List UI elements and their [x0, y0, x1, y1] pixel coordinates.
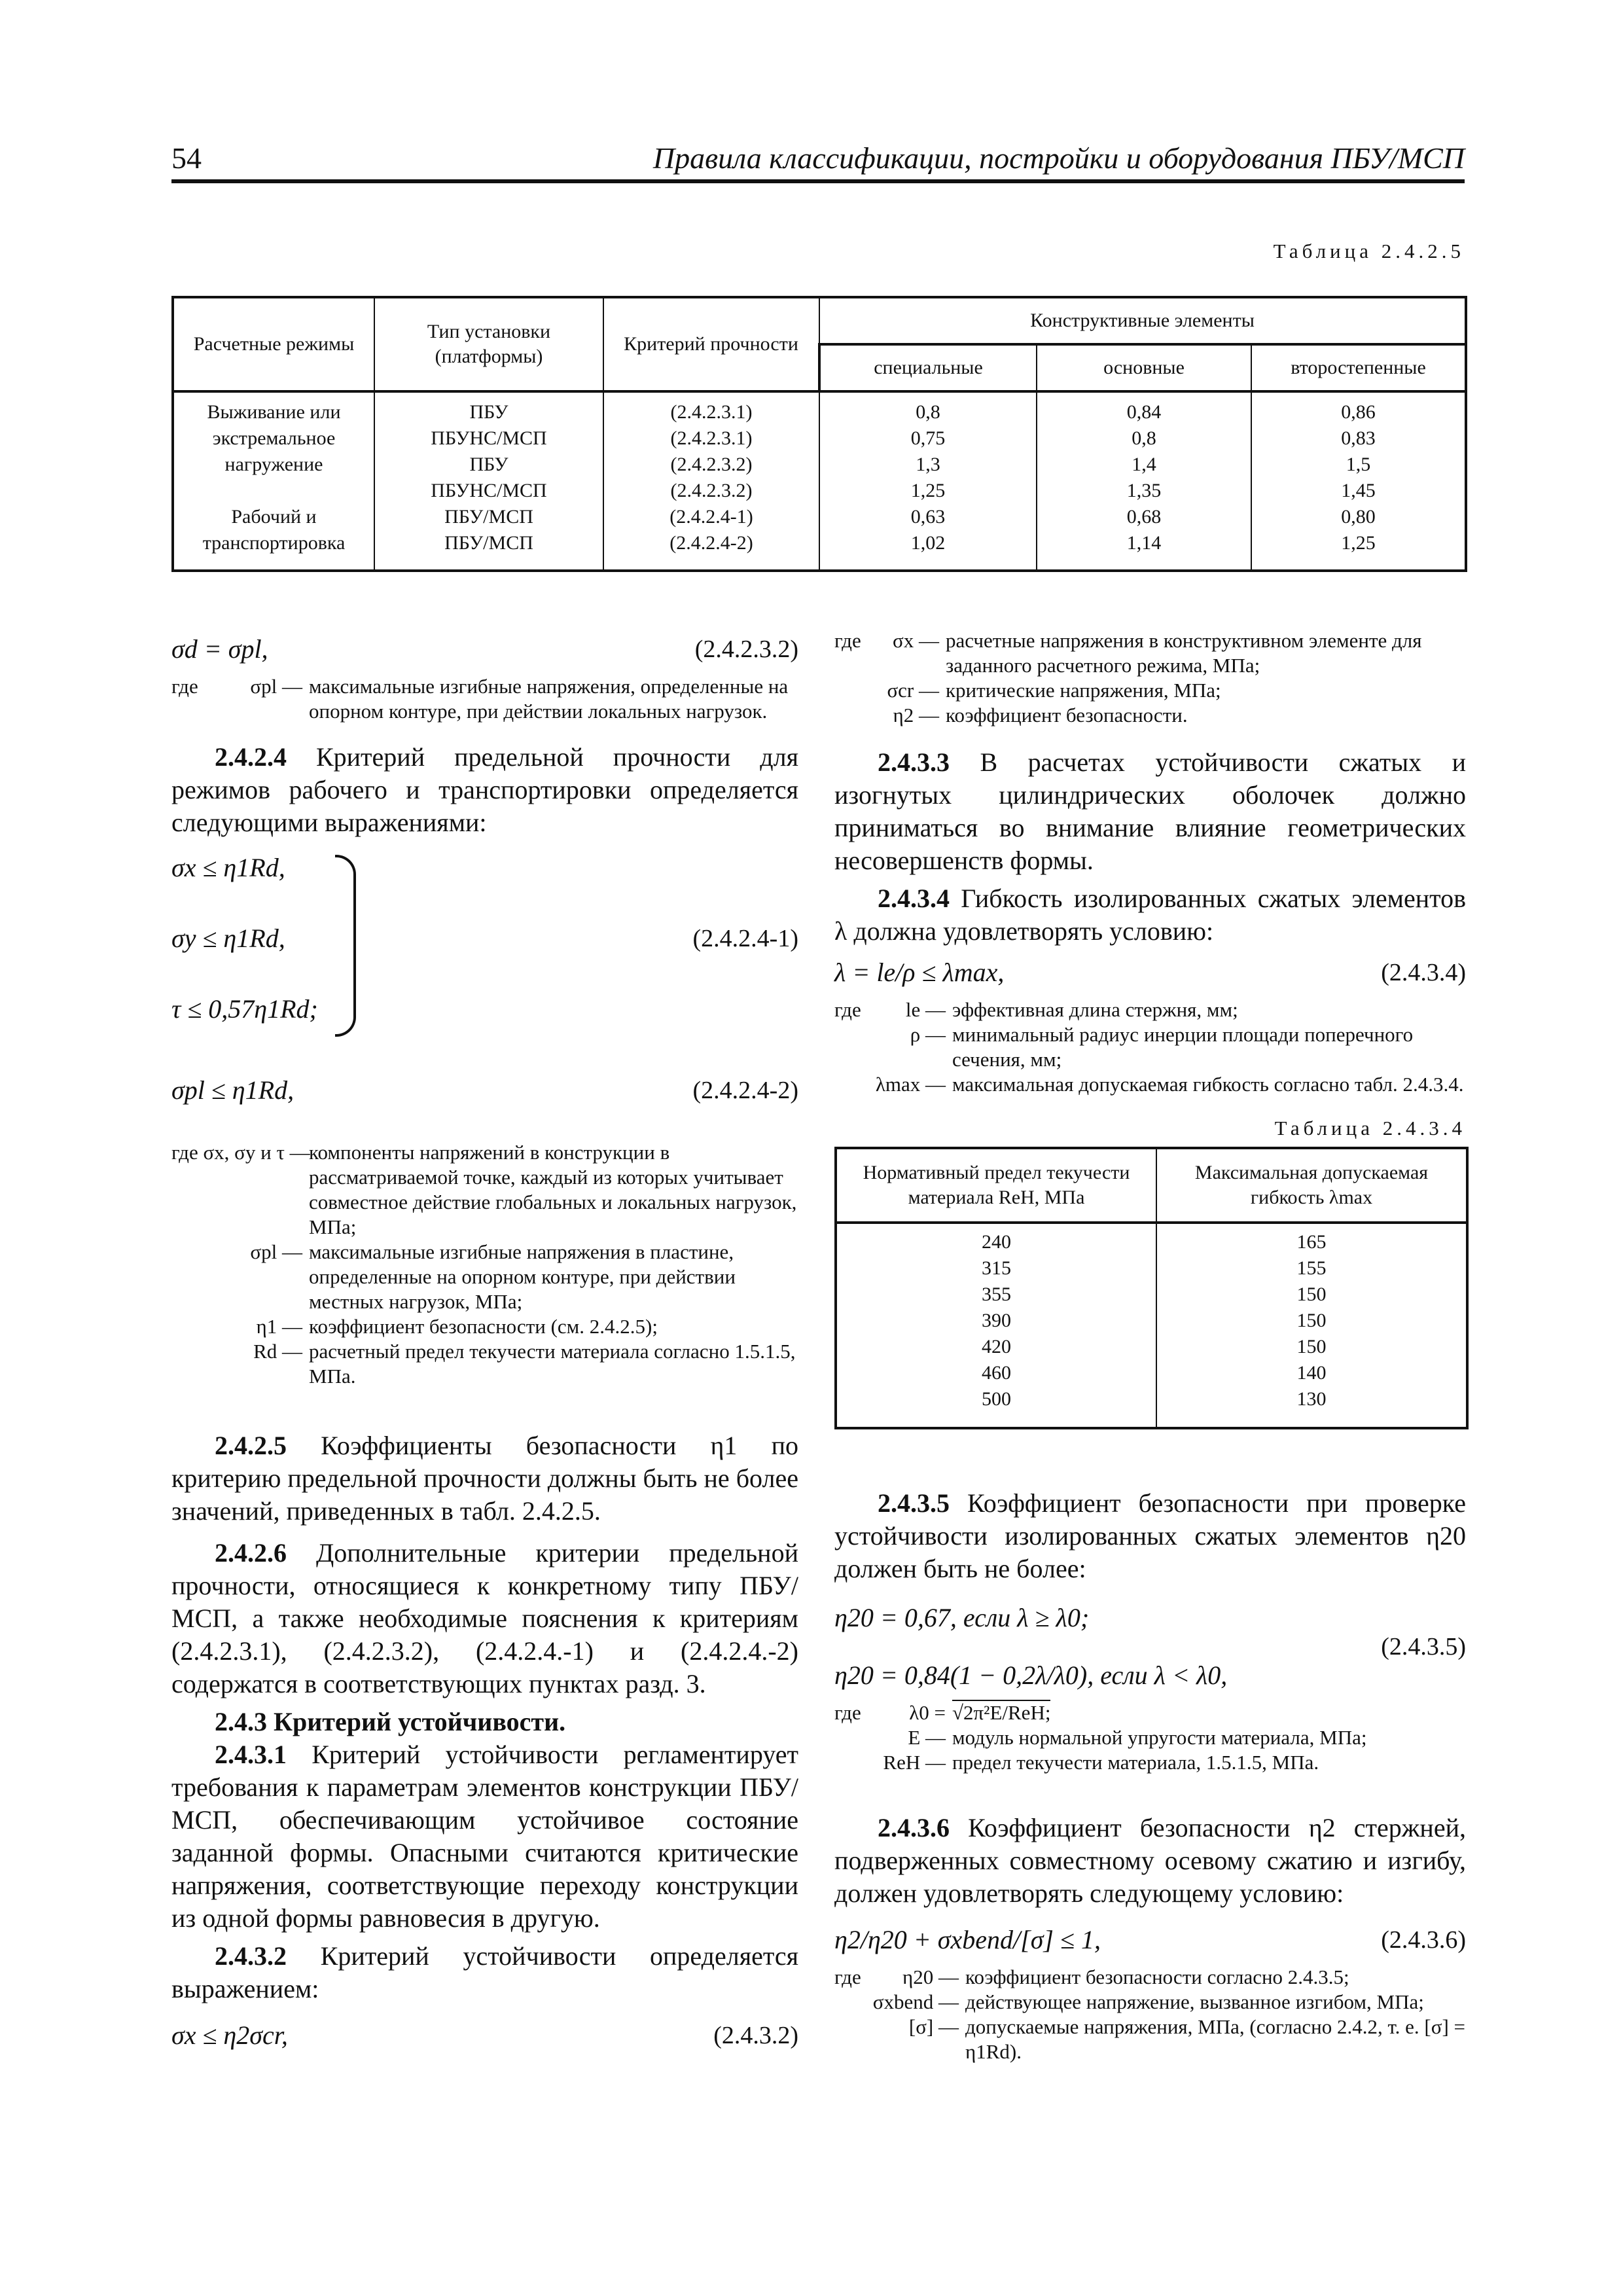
criterion-cell: (2.4.2.3.2)	[670, 454, 753, 475]
where-text: коэффициент безопасности согласно 2.4.3.5;	[965, 1965, 1349, 1988]
formula: σd = σpl,	[171, 634, 268, 664]
table-row	[173, 391, 1466, 504]
slenderness-cell: 140	[1296, 1362, 1327, 1384]
where-block-r2	[834, 997, 1466, 1097]
equation-number: (2.4.3.4)	[1381, 959, 1466, 986]
type-cell: ПБУ	[469, 454, 508, 475]
paragraph-2-4-3-3: 2.4.3.3 В расчетах устойчивости сжатых и изогнутых цилиндрических оболочек должно приниматься во внимание влияние геометрических несовершенств формы.	[834, 747, 1466, 875]
slenderness-cell: 150	[1296, 1310, 1327, 1331]
main-cell: 0,8	[1132, 427, 1156, 449]
page-number: 54	[171, 141, 202, 175]
secondary-cell: 1,5	[1346, 454, 1371, 475]
where-term: [σ] —	[908, 2015, 959, 2038]
where-item	[834, 703, 1466, 728]
section-heading-2-4-3: 2.4.3 Критерий устойчивости.	[215, 1707, 566, 1736]
table-row	[173, 504, 1466, 571]
where-item	[834, 1700, 1466, 1725]
mode-line: экстремальное	[212, 427, 336, 449]
where-term: σpl —	[250, 1240, 302, 1263]
where-item	[834, 1965, 1466, 1990]
where-item	[834, 2015, 1466, 2064]
main-cell: 1,35	[1126, 480, 1162, 501]
where-word: где	[834, 1701, 861, 1724]
where-item	[834, 1725, 1466, 1750]
paragraph-2-4-3-4: 2.4.3.4 Гибкость изолированных сжатых элементов λ должна удовлетворять условию:	[834, 884, 1466, 946]
left-column	[171, 628, 798, 2056]
right-column	[834, 628, 1466, 2064]
criterion-cell: (2.4.2.3.1)	[670, 401, 753, 423]
type-cell: ПБУНС/МСП	[431, 427, 547, 449]
th-yield: Нормативный предел текучести материала ReH, МПа	[836, 1148, 1156, 1223]
secondary-cell: 0,80	[1341, 506, 1376, 528]
where-term: ReH —	[883, 1751, 946, 1774]
where-word: где	[834, 1965, 861, 1988]
where-term: λ0 =	[909, 1701, 946, 1724]
paragraph-2-4-2-5: 2.4.2.5 Коэффициенты безопасности η1 по критерию предельной прочности должны быть не более значений, приведенных в табл. 2.4.2.5.	[171, 1431, 798, 1526]
where-term: σpl —	[250, 675, 302, 698]
equation-number: (2.4.3.2)	[713, 2022, 798, 2049]
where-text: коэффициент безопасности (см. 2.4.2.5);	[309, 1315, 658, 1338]
criterion-cell: (2.4.2.4-2)	[669, 532, 753, 554]
where-term: где σx, σy и τ —	[171, 1141, 310, 1164]
special-cell: 0,8	[916, 401, 940, 423]
slenderness-cell: 150	[1296, 1283, 1327, 1305]
equation-number: (2.4.3.6)	[1381, 1926, 1466, 1954]
type-cell: ПБУ	[469, 401, 508, 423]
table-2434	[834, 1147, 1469, 1429]
table-2425-caption: Таблица 2.4.2.5	[1273, 240, 1465, 262]
formula: η2/η20 + σxbend/[σ] ≤ 1,	[834, 1925, 1101, 1954]
equation-number: (2.4.2.4-2)	[692, 1077, 798, 1104]
where-item	[834, 1022, 1466, 1072]
yield-cell: 460	[982, 1362, 1011, 1384]
where-text: √2π²E/ReH;	[952, 1701, 1051, 1724]
where-text: максимальные изгибные напряжения, определенные на опорном контуре, при действии локальных нагрузок.	[309, 675, 789, 723]
th-special: специальные	[819, 344, 1037, 391]
where-text: эффективная длина стержня, мм;	[952, 998, 1238, 1021]
equation-2-4-2-4-2	[171, 1069, 798, 1111]
where-text: расчетные напряжения в конструктивном элементе для заданного расчетного режима, МПа;	[946, 629, 1422, 677]
equation-number: (2.4.3.5)	[1381, 1633, 1466, 1660]
where-block-2	[171, 1140, 798, 1389]
where-item	[171, 1240, 798, 1314]
special-cell: 0,63	[910, 506, 946, 528]
where-text: коэффициент безопасности.	[946, 704, 1188, 726]
where-block-r4	[834, 1965, 1466, 2064]
formula: σx ≤ η2σcr,	[171, 2020, 288, 2050]
where-text: минимальный радиус инерции площади поперечного сечения, мм;	[952, 1023, 1414, 1071]
where-item	[171, 1140, 798, 1240]
slenderness-cell: 150	[1296, 1336, 1327, 1357]
where-item	[834, 678, 1466, 703]
where-text: допускаемые напряжения, МПа, (согласно 2.4.2, т. е. [σ] = η1Rd).	[965, 2015, 1466, 2063]
where-word: где	[834, 998, 861, 1021]
equation-2-4-3-6	[834, 1919, 1466, 1961]
where-text: компоненты напряжений в конструкции в рассматриваемой точке, каждый из которых учитывает совместное действие глобальных и локальных нагрузок, МПа;	[309, 1141, 797, 1238]
formula: λ = le/ρ ≤ λmax,	[834, 958, 1005, 987]
where-term: σxbend —	[872, 1990, 959, 2013]
where-item	[171, 1339, 798, 1389]
equation-number: (2.4.2.4-1)	[692, 925, 798, 952]
criterion-cell: (2.4.2.4-1)	[669, 506, 753, 528]
yield-cell: 240	[982, 1231, 1011, 1253]
mode-line: Выживание или	[207, 401, 341, 423]
yield-cell: 500	[982, 1388, 1011, 1410]
secondary-cell: 0,83	[1341, 427, 1376, 449]
paragraph-2-4-2-4: 2.4.2.4 Критерий предельной прочности для режимов рабочего и транспортировки определяется следующими выражениями:	[171, 742, 798, 837]
where-item	[834, 628, 1466, 678]
where-word: где	[834, 629, 861, 652]
slenderness-cell: 155	[1296, 1257, 1327, 1279]
where-word: где	[171, 675, 198, 698]
where-text: действующее напряжение, вызванное изгибом, МПа;	[965, 1990, 1424, 2013]
criterion-cell: (2.4.2.3.1)	[670, 427, 753, 449]
th-secondary: второстепенные	[1251, 344, 1466, 391]
where-item	[834, 997, 1466, 1022]
running-title: Правила классификации, постройки и оборудования ПБУ/МСП	[652, 141, 1465, 175]
secondary-cell: 1,25	[1341, 532, 1376, 554]
slenderness-cell: 130	[1296, 1388, 1327, 1410]
where-term: σcr —	[887, 679, 939, 702]
special-cell: 0,75	[910, 427, 946, 449]
main-cell: 1,4	[1132, 454, 1156, 475]
special-cell: 1,25	[910, 480, 946, 501]
special-cell: 1,3	[916, 454, 940, 475]
where-term: η2 —	[893, 704, 939, 726]
th-criterion: Критерий прочности	[603, 297, 819, 391]
system-line: σy ≤ η1Rd,	[171, 924, 285, 953]
equation-2-4-3-4	[834, 952, 1466, 994]
where-term: σx —	[893, 629, 939, 652]
where-term: le —	[905, 998, 946, 1021]
equation-number: (2.4.2.3.2)	[694, 636, 798, 663]
criterion-cell: (2.4.2.3.2)	[670, 480, 753, 501]
where-term: E —	[908, 1726, 946, 1749]
where-term: η20 —	[902, 1965, 959, 1988]
where-term: ρ —	[910, 1023, 946, 1046]
paragraph-2-4-3-6: 2.4.3.6 Коэффициент безопасности η2 стержней, подверженных совместному осевому сжатию и изгибу, должен удовлетворять следующему условию:	[834, 1813, 1466, 1908]
table-row	[836, 1223, 1467, 1428]
system-line: σx ≤ η1Rd,	[171, 853, 285, 882]
yield-cell: 315	[982, 1257, 1011, 1279]
th-modes: Расчетные режимы	[173, 297, 374, 391]
equation-2-4-3-2	[171, 2015, 798, 2056]
where-block-r1	[834, 628, 1466, 728]
where-text: расчетный предел текучести материала согласно 1.5.1.5, МПа.	[309, 1340, 796, 1388]
system-line: τ ≤ 0,57η1Rd;	[171, 994, 318, 1024]
where-item	[834, 1990, 1466, 2015]
th-elements: Конструктивные элементы	[819, 297, 1466, 344]
where-item	[834, 1750, 1466, 1775]
where-text: максимальные изгибные напряжения в пластине, определенные на опорном контуре, при действии местных нагрузок, МПа;	[309, 1240, 736, 1313]
where-term: η1 —	[256, 1315, 302, 1338]
type-cell: ПБУ/МСП	[444, 506, 533, 528]
where-item	[171, 1314, 798, 1339]
table-2425	[171, 296, 1467, 572]
page-header	[171, 143, 1465, 183]
where-term: λmax —	[875, 1073, 946, 1096]
paragraph-2-4-2-6: 2.4.2.6 Дополнительные критерии предельной прочности, относящиеся к конкретному типу ПБУ/МСП, а также необходимые пояснения к критериям (2.4.2.3.1), (2.4.2.3.2), (2.4.2.4.-1) и (2.4.2.4.-2) содержатся в соответствующих пунктах разд. 3.	[171, 1538, 798, 1698]
paragraph-2-4-3-2: 2.4.3.2 Критерий устойчивости определяется выражением:	[171, 1941, 798, 2003]
where-term: Rd —	[253, 1340, 302, 1363]
equation-2-4-3-5	[834, 1598, 1466, 1696]
paragraph-2-4-3-1: 2.4.3.1 Критерий устойчивости регламентирует требования к параметрам элементов конструкции ПБУ/МСП, обеспечивающим устойчивое состояние заданной формы. Опасными считаются критические напряжения, соответствующие переходу конструкции из одной формы равновесия в другую.	[171, 1740, 798, 1933]
table-2434-caption: Таблица 2.4.3.4	[1274, 1117, 1466, 1139]
main-cell: 0,84	[1126, 401, 1162, 423]
secondary-cell: 0,86	[1341, 401, 1376, 423]
formula: η20 = 0,67, если λ ≥ λ0;	[834, 1603, 1090, 1632]
yield-cell: 420	[982, 1336, 1011, 1357]
yield-cell: 355	[982, 1283, 1011, 1305]
slenderness-cell: 165	[1296, 1231, 1327, 1253]
main-cell: 0,68	[1126, 506, 1162, 528]
yield-cell: 390	[982, 1310, 1011, 1331]
where-text: модуль нормальной упругости материала, МПа;	[952, 1726, 1367, 1749]
where-text: критические напряжения, МПа;	[946, 679, 1221, 702]
where-block-1	[171, 674, 798, 724]
mode-line: нагружение	[224, 454, 323, 475]
brace-symbol	[335, 855, 356, 1037]
equation-system-2-4-2-4-1	[171, 848, 798, 1059]
where-block-r3	[834, 1700, 1466, 1775]
th-slenderness: Максимальная допускаемая гибкость λmax	[1156, 1148, 1467, 1223]
mode-line: транспортировка	[202, 532, 346, 554]
th-type: Тип установки (платформы)	[374, 297, 603, 391]
mode-line: Рабочий и	[231, 506, 317, 528]
formula: η20 = 0,84(1 − 0,2λ/λ0), если λ < λ0,	[834, 1660, 1228, 1690]
where-text: максимальная допускаемая гибкость согласно табл. 2.4.3.4.	[952, 1073, 1464, 1096]
where-text: предел текучести материала, 1.5.1.5, МПа.	[952, 1751, 1319, 1774]
th-main: основные	[1037, 344, 1251, 391]
equation-2-4-2-3-2	[171, 628, 798, 670]
where-item	[834, 1072, 1466, 1097]
paragraph-2-4-3-5: 2.4.3.5 Коэффициент безопасности при проверке устойчивости изолированных сжатых элементов η20 должен быть не более:	[834, 1488, 1466, 1583]
special-cell: 1,02	[910, 532, 946, 554]
type-cell: ПБУНС/МСП	[431, 480, 547, 501]
secondary-cell: 1,45	[1341, 480, 1376, 501]
type-cell: ПБУ/МСП	[444, 532, 533, 554]
where-item	[171, 674, 798, 724]
main-cell: 1,14	[1126, 532, 1162, 554]
formula: σpl ≤ η1Rd,	[171, 1075, 294, 1105]
